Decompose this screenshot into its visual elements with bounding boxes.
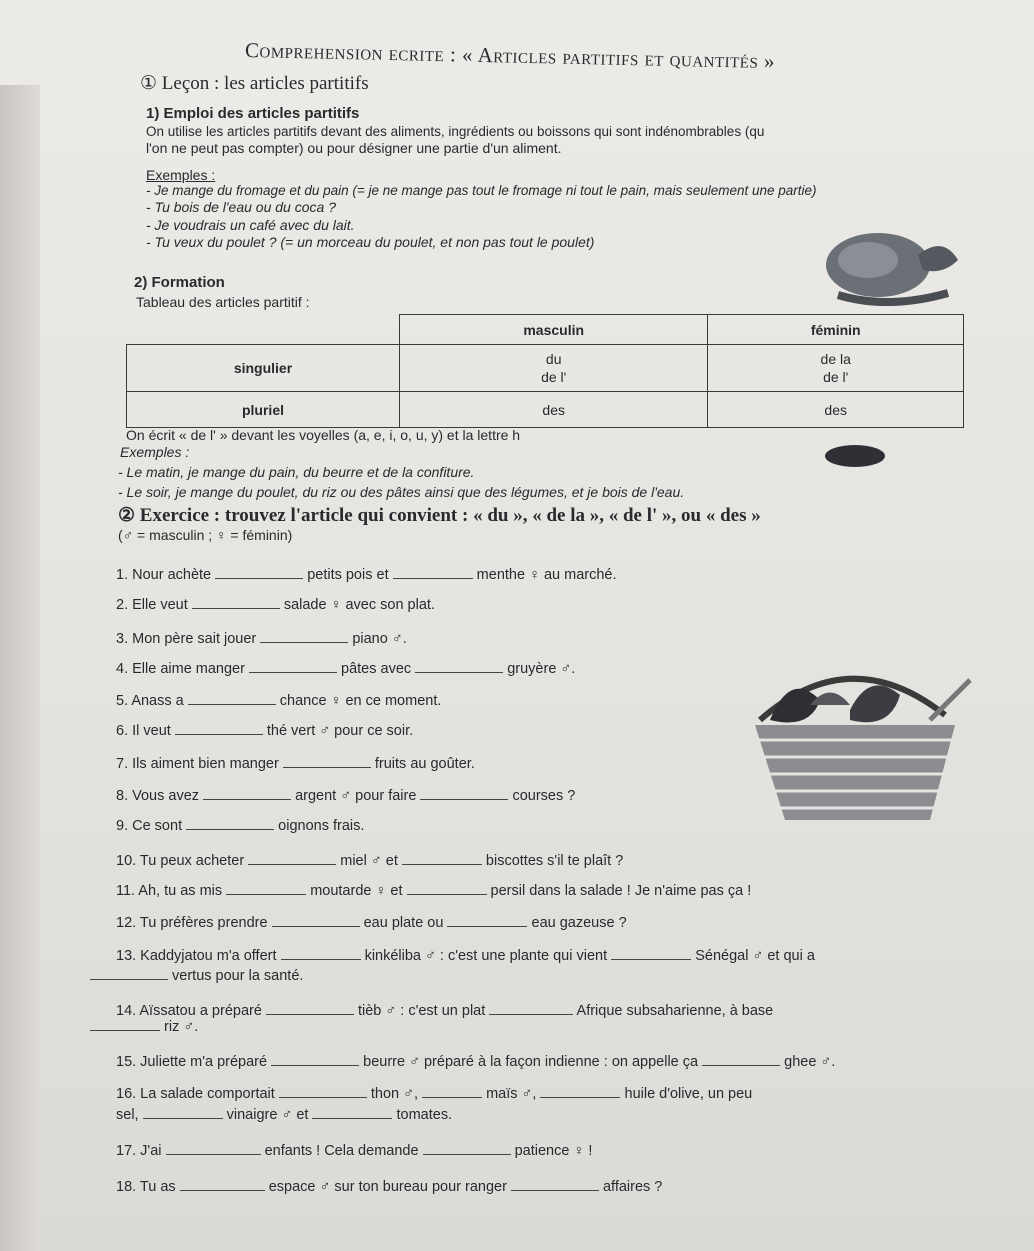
answer-blank[interactable]: [175, 720, 263, 735]
question-9: 9. Ce sont oignons frais.: [116, 815, 364, 834]
question-14-cont: riz ♂.: [90, 1016, 198, 1035]
answer-blank[interactable]: [420, 785, 508, 800]
paper-edge: [0, 85, 40, 1251]
question-4: 4. Elle aime manger pâtes avec gruyère ♂.: [116, 658, 575, 677]
answer-blank[interactable]: [272, 912, 360, 927]
answer-blank[interactable]: [279, 1083, 367, 1098]
answer-blank[interactable]: [226, 880, 306, 895]
answer-blank[interactable]: [215, 564, 303, 579]
section2-heading: 2) Formation: [134, 274, 225, 291]
basket-illustration: [730, 660, 980, 830]
example-1: - Je mange du fromage et du pain (= je ne mange pas tout le fromage ni tout le pain, mais seulement une partie): [146, 183, 817, 198]
answer-blank[interactable]: [271, 1051, 359, 1066]
answer-blank[interactable]: [266, 1000, 354, 1015]
examples-label-1: Exemples :: [146, 167, 216, 183]
question-1: 1. Nour achète petits pois et menthe ♀ au marché.: [116, 564, 617, 583]
answer-blank[interactable]: [90, 965, 168, 980]
example-4: - Tu veux du poulet ? (= un morceau du poulet, et non pas tout le poulet): [146, 234, 595, 250]
section1-line2: l'on ne peut pas compter) ou pour désigner une partie d'un aliment.: [146, 140, 562, 156]
row-header-singulier: singulier: [127, 345, 400, 392]
question-5: 5. Anass a chance ♀ en ce moment.: [116, 690, 441, 709]
example-3: - Je voudrais un café avec du lait.: [146, 217, 355, 233]
table-caption: Tableau des articles partitif :: [136, 294, 310, 310]
answer-blank[interactable]: [312, 1104, 392, 1119]
exercise-heading: ② Exercice : trouvez l'article qui convient : « du », « de la », « de l' », ou « des »: [118, 505, 761, 526]
section1-heading: 1) Emploi des articles partitifs: [146, 105, 360, 122]
answer-blank[interactable]: [283, 753, 371, 768]
example-5: - Le matin, je mange du pain, du beurre et de la confiture.: [118, 464, 475, 480]
cell-sing-masc: du de l': [400, 345, 708, 392]
question-7: 7. Ils aiment bien manger fruits au goûter.: [116, 753, 475, 772]
question-10: 10. Tu peux acheter miel ♂ et biscottes s'il te plaît ?: [116, 850, 623, 869]
answer-blank[interactable]: [702, 1051, 780, 1066]
question-12: 12. Tu préfères prendre eau plate ou eau gazeuse ?: [116, 912, 627, 931]
answer-blank[interactable]: [281, 945, 361, 960]
question-14: 14. Aïssatou a préparé tièb ♂ : c'est un plat Afrique subsaharienne, à base: [116, 1000, 773, 1019]
answer-blank[interactable]: [423, 1140, 511, 1155]
section1-line1: On utilise les articles partitifs devant des aliments, ingrédients ou boissons qui sont indénombrables (qu: [146, 124, 765, 139]
vowel-note: On écrit « de l' » devant les voyelles (a, e, i, o, u, y) et la lettre h: [126, 427, 521, 443]
answer-blank[interactable]: [203, 785, 291, 800]
answer-blank[interactable]: [422, 1083, 482, 1098]
question-2: 2. Elle veut salade ♀ avec son plat.: [116, 594, 435, 613]
examples-label-2: Exemples :: [120, 444, 190, 460]
answer-blank[interactable]: [166, 1140, 261, 1155]
question-16: 16. La salade comportait thon ♂, maïs ♂, huile d'olive, un peu: [116, 1083, 752, 1102]
answer-blank[interactable]: [188, 690, 276, 705]
col-header-masculin: masculin: [400, 315, 708, 345]
gender-legend: (♂ = masculin ; ♀ = féminin): [118, 527, 293, 543]
answer-blank[interactable]: [192, 594, 280, 609]
question-17: 17. J'ai enfants ! Cela demande patience ♀ !: [116, 1140, 592, 1159]
row-header-pluriel: pluriel: [127, 392, 400, 428]
answer-blank[interactable]: [248, 850, 336, 865]
cell-sing-fem: de la de l': [708, 345, 964, 392]
answer-blank[interactable]: [402, 850, 482, 865]
answer-blank[interactable]: [249, 658, 337, 673]
answer-blank[interactable]: [540, 1083, 620, 1098]
question-8: 8. Vous avez argent ♂ pour faire courses ?: [116, 785, 575, 804]
answer-blank[interactable]: [447, 912, 527, 927]
answer-blank[interactable]: [180, 1176, 265, 1191]
cell-plur-masc: des: [400, 392, 708, 428]
partitive-articles-table: [126, 314, 964, 428]
question-13-cont: vertus pour la santé.: [90, 965, 303, 984]
question-18: 18. Tu as espace ♂ sur ton bureau pour ranger affaires ?: [116, 1176, 662, 1195]
answer-blank[interactable]: [415, 658, 503, 673]
food-blob-illustration: [820, 440, 890, 470]
answer-blank[interactable]: [186, 815, 274, 830]
cell-plur-fem: des: [708, 392, 964, 428]
lesson-heading: ① Leçon : les articles partitifs: [140, 73, 369, 94]
question-13: 13. Kaddyjatou m'a offert kinkéliba ♂ : c'est une plante qui vient Sénégal ♂ et qui a: [116, 945, 815, 964]
question-16-cont: sel, vinaigre ♂ et tomates.: [116, 1104, 452, 1123]
vegetables-illustration: [818, 215, 968, 310]
answer-blank[interactable]: [511, 1176, 599, 1191]
example-6: - Le soir, je mange du poulet, du riz ou des pâtes ainsi que des légumes, et je bois de l'eau.: [118, 484, 685, 500]
answer-blank[interactable]: [611, 945, 691, 960]
answer-blank[interactable]: [489, 1000, 573, 1015]
answer-blank[interactable]: [407, 880, 487, 895]
question-6: 6. Il veut thé vert ♂ pour ce soir.: [116, 720, 413, 739]
question-11: 11. Ah, tu as mis moutarde ♀ et persil dans la salade ! Je n'aime pas ça !: [116, 880, 751, 899]
col-header-feminin: féminin: [708, 315, 964, 345]
question-15: 15. Juliette m'a préparé beurre ♂ préparé à la façon indienne : on appelle ça ghee ♂.: [116, 1051, 835, 1070]
answer-blank[interactable]: [260, 628, 348, 643]
example-2: - Tu bois de l'eau ou du coca ?: [146, 199, 336, 215]
page-title: Comprehension ecrite : « Articles partitifs et quantités »: [244, 38, 776, 74]
answer-blank[interactable]: [393, 564, 473, 579]
answer-blank[interactable]: [143, 1104, 223, 1119]
question-3: 3. Mon père sait jouer piano ♂.: [116, 628, 407, 647]
answer-blank[interactable]: [90, 1016, 160, 1031]
